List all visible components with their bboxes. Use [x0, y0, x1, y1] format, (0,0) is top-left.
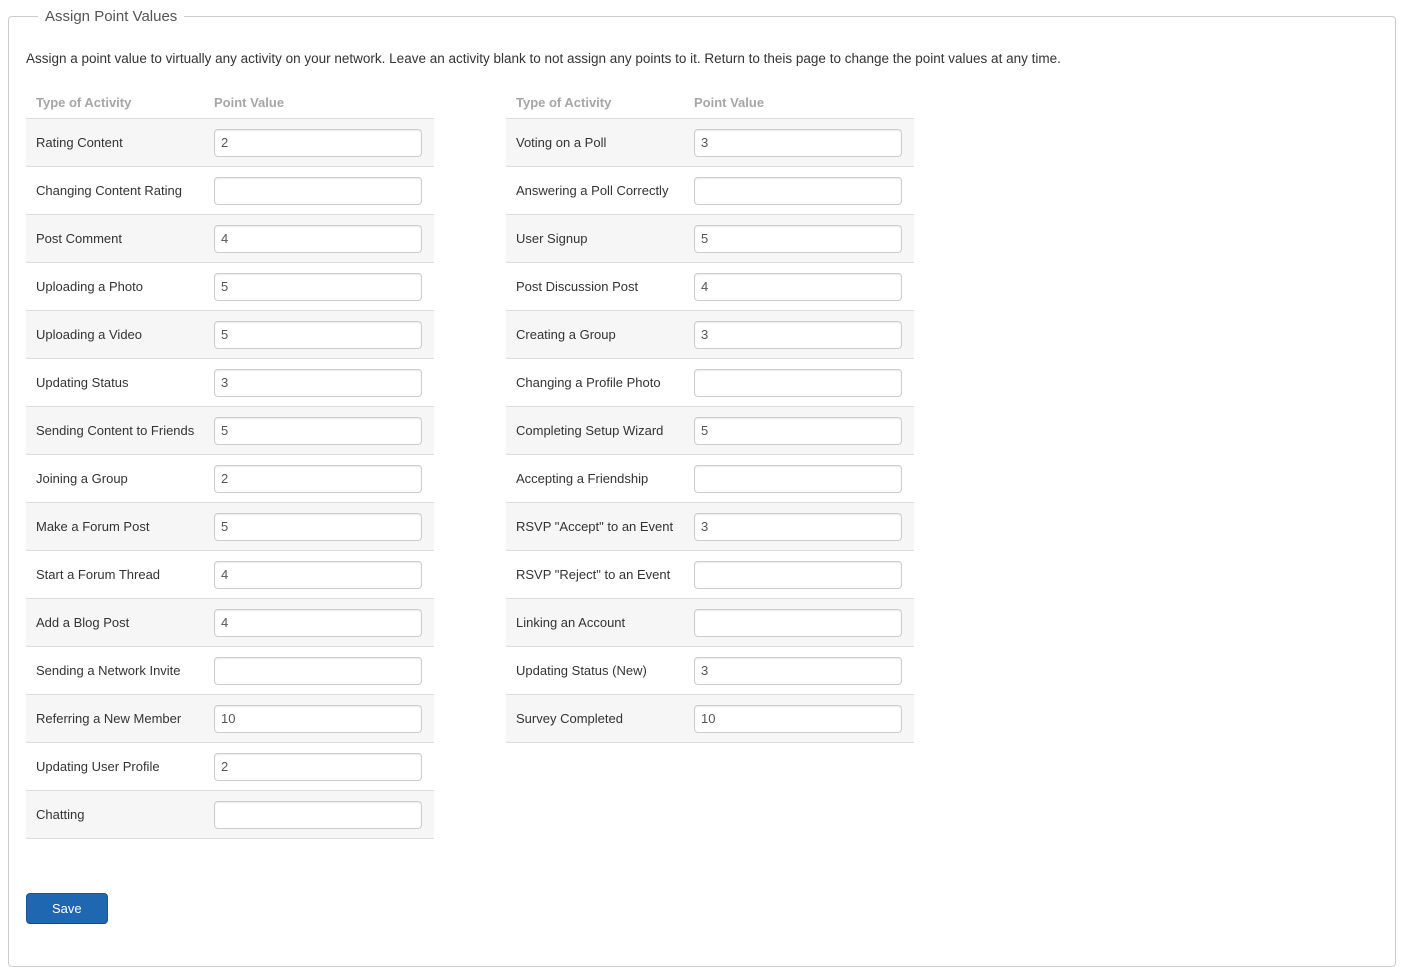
activity-label: Chatting — [36, 807, 85, 822]
activity-label: Referring a New Member — [36, 711, 182, 726]
activity-column-header: Type of Activity — [36, 94, 132, 110]
points-table-right — [506, 86, 914, 743]
table-body — [26, 119, 434, 839]
point-value-input[interactable] — [214, 609, 422, 637]
activity-label: Accepting a Friendship — [516, 471, 649, 486]
point-value-column-header: Point Value — [214, 94, 285, 110]
activity-label: Changing a Profile Photo — [516, 375, 661, 390]
activity-label: Survey Completed — [516, 711, 623, 726]
point-value-input[interactable] — [694, 129, 902, 157]
table-row — [506, 455, 914, 503]
point-value-input[interactable] — [214, 753, 422, 781]
activity-label: Make a Forum Post — [36, 519, 150, 534]
point-value-cell — [694, 129, 914, 157]
point-value-cell — [214, 753, 434, 781]
activity-label: Post Discussion Post — [516, 279, 639, 294]
table-row — [506, 695, 914, 743]
activity-label: User Signup — [516, 231, 588, 246]
table-row — [506, 119, 914, 167]
table-row — [26, 119, 434, 167]
activity-label: Updating User Profile — [36, 759, 160, 774]
table-row — [506, 647, 914, 695]
point-value-cell — [694, 657, 914, 685]
point-value-cell — [214, 417, 434, 445]
point-value-cell — [214, 273, 434, 301]
point-tables-container — [26, 86, 1379, 839]
activity-column-header: Type of Activity — [516, 94, 612, 110]
point-value-cell — [214, 609, 434, 637]
table-row — [506, 263, 914, 311]
point-value-cell — [214, 465, 434, 493]
point-value-input[interactable] — [694, 465, 902, 493]
point-value-cell — [214, 321, 434, 349]
point-value-cell — [694, 705, 914, 733]
point-value-input[interactable] — [214, 177, 422, 205]
point-value-input[interactable] — [694, 369, 902, 397]
activity-label: Updating Status — [36, 375, 129, 390]
activity-label: Sending Content to Friends — [36, 423, 195, 438]
point-value-cell — [694, 513, 914, 541]
point-value-input[interactable] — [694, 609, 902, 637]
point-value-cell — [694, 609, 914, 637]
save-button[interactable]: Save — [26, 893, 108, 924]
point-value-input[interactable] — [694, 561, 902, 589]
point-value-cell — [214, 129, 434, 157]
point-value-input[interactable] — [694, 321, 902, 349]
point-value-cell — [694, 273, 914, 301]
activity-label: Post Comment — [36, 231, 122, 246]
point-value-cell — [694, 321, 914, 349]
point-value-input[interactable] — [214, 513, 422, 541]
point-value-input[interactable] — [214, 657, 422, 685]
activity-label: Joining a Group — [36, 471, 128, 486]
activity-label: Voting on a Poll — [516, 135, 607, 150]
point-value-column-header: Point Value — [694, 94, 765, 110]
point-value-cell — [694, 225, 914, 253]
table-header-row — [26, 86, 434, 119]
table-row — [506, 167, 914, 215]
point-value-cell — [694, 465, 914, 493]
table-row — [26, 647, 434, 695]
activity-label: Sending a Network Invite — [36, 663, 181, 678]
point-value-input[interactable] — [214, 369, 422, 397]
assign-point-values-panel — [8, 8, 1396, 967]
table-row — [506, 407, 914, 455]
point-value-cell — [694, 177, 914, 205]
point-value-input[interactable] — [694, 273, 902, 301]
point-value-cell — [214, 705, 434, 733]
point-value-cell — [214, 513, 434, 541]
point-value-cell — [214, 561, 434, 589]
table-row — [26, 551, 434, 599]
points-table-left — [26, 86, 434, 839]
point-value-input[interactable] — [214, 801, 422, 829]
table-row — [506, 551, 914, 599]
point-value-input[interactable] — [694, 657, 902, 685]
activity-label: Answering a Poll Correctly — [516, 183, 669, 198]
point-value-cell — [694, 369, 914, 397]
panel-title: Assign Point Values — [45, 8, 178, 25]
point-value-input[interactable] — [214, 465, 422, 493]
table-header-row — [506, 86, 914, 119]
point-value-input[interactable] — [214, 417, 422, 445]
table-row — [506, 503, 914, 551]
table-row — [26, 311, 434, 359]
activity-label: Rating Content — [36, 135, 123, 150]
point-value-cell — [214, 225, 434, 253]
point-value-input[interactable] — [694, 177, 902, 205]
point-value-cell — [214, 369, 434, 397]
table-row — [26, 215, 434, 263]
activity-label: RSVP "Accept" to an Event — [516, 519, 674, 534]
point-value-cell — [694, 417, 914, 445]
point-value-cell — [214, 657, 434, 685]
table-row — [26, 791, 434, 839]
table-row — [26, 167, 434, 215]
activity-label: Uploading a Video — [36, 327, 143, 342]
point-value-cell — [694, 561, 914, 589]
point-value-input[interactable] — [694, 417, 902, 445]
table-row — [26, 359, 434, 407]
table-body — [506, 119, 914, 743]
activity-label: Changing Content Rating — [36, 183, 182, 198]
table-row — [26, 695, 434, 743]
point-value-input[interactable] — [694, 513, 902, 541]
activity-label: RSVP "Reject" to an Event — [516, 567, 671, 582]
activity-label: Uploading a Photo — [36, 279, 143, 294]
point-value-input[interactable] — [214, 705, 422, 733]
table-row — [26, 743, 434, 791]
activity-label: Start a Forum Thread — [36, 567, 161, 582]
point-value-input[interactable] — [214, 561, 422, 589]
table-row — [506, 311, 914, 359]
table-row — [506, 359, 914, 407]
point-value-input[interactable] — [694, 705, 902, 733]
table-row — [26, 407, 434, 455]
table-row — [506, 215, 914, 263]
point-value-input[interactable] — [214, 129, 422, 157]
table-row — [26, 599, 434, 647]
table-row — [506, 599, 914, 647]
activity-label: Linking an Account — [516, 615, 626, 630]
activity-label: Creating a Group — [516, 327, 616, 342]
panel-description: Assign a point value to virtually any activity on your network. Leave an activity blank to not assign any points to it. Return to theis page to change the point values at any time. — [26, 51, 1061, 66]
point-value-input[interactable] — [694, 225, 902, 253]
save-button-row — [26, 893, 1379, 924]
activity-label: Updating Status (New) — [516, 663, 647, 678]
activity-label: Completing Setup Wizard — [516, 423, 664, 438]
point-value-input[interactable] — [214, 321, 422, 349]
activity-label: Add a Blog Post — [36, 615, 130, 630]
point-value-cell — [214, 177, 434, 205]
table-row — [26, 503, 434, 551]
table-row — [26, 263, 434, 311]
point-value-cell — [214, 801, 434, 829]
point-value-input[interactable] — [214, 273, 422, 301]
point-value-input[interactable] — [214, 225, 422, 253]
table-row — [26, 455, 434, 503]
